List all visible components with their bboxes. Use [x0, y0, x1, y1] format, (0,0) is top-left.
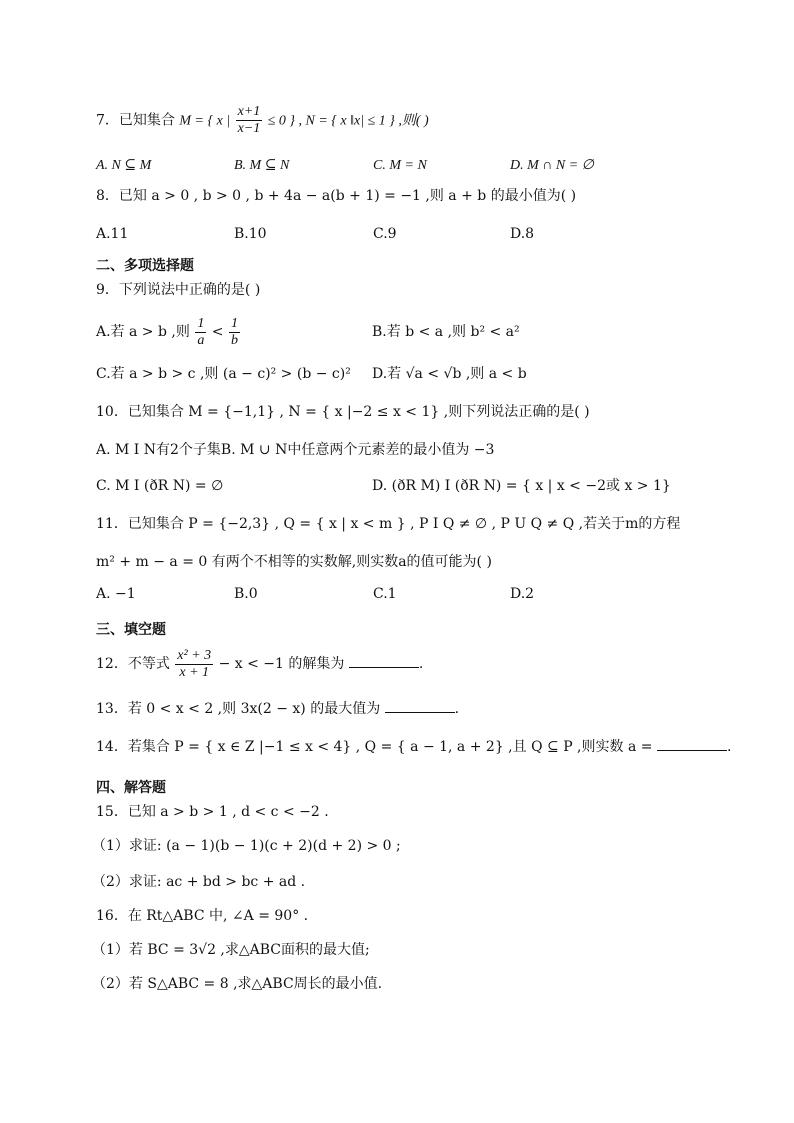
q7-set-m-right: ≤ 0 } , N = { x ‖x| ≤ 1 } ,则( ) [267, 113, 429, 129]
q7-set-m-left: M = { x | [179, 113, 231, 129]
question-16-part2: （2）若 S△ABC = 8 ,求△ABC周长的最小值. [92, 976, 383, 992]
question-14 [96, 736, 754, 757]
q8-option-a: A.11 [96, 226, 129, 242]
q14-answer-blank[interactable] [657, 736, 727, 751]
q12-frac-numerator: x² + 3 [177, 647, 212, 663]
q12-end: . [418, 656, 424, 672]
section-4-heading: 四、解答题 [96, 780, 166, 796]
q13-end: . [454, 701, 460, 717]
q9-option-a [96, 312, 241, 352]
q11-option-c: C.1 [373, 586, 397, 602]
q7-fraction [236, 104, 263, 137]
q7-option-b: B. M ⊆ N [234, 158, 290, 173]
q14-end: . [726, 739, 732, 755]
question-8-stem: 8．已知 a > 0 , b > 0 , b + 4a − a(b + 1) = −1 ,则 a + b 的最小值为( ) [96, 188, 577, 204]
question-16-part1: （1）若 BC = 3√2 ,求△ABC面积的最大值; [92, 942, 370, 958]
q12-frac-denominator: x + 1 [179, 664, 210, 680]
q10-option-c: C. M I (ðR N) = ∅ [96, 478, 224, 494]
question-9-options-ab [96, 312, 754, 352]
q9-option-c: C.若 a > b > c ,则 (a − c)² > (b − c)² [96, 366, 351, 382]
q12-answer-blank[interactable] [349, 653, 419, 668]
q7-option-a: A. N ⊆ M [96, 158, 152, 173]
q11-option-b: B.0 [234, 586, 258, 602]
q9-opt-a-lt: < [211, 324, 224, 340]
question-15-stem: 15．已知 a > b > 1 , d < c < −2 . [96, 804, 329, 820]
q7-frac-denominator: x−1 [237, 121, 261, 136]
q9-frac2-denominator: b [230, 332, 238, 348]
q9-option-d: D.若 √a < √b ,则 a < b [372, 366, 527, 382]
q9-frac2-numerator: 1 [230, 315, 238, 331]
q7-frac-numerator: x+1 [237, 104, 261, 119]
section-2-heading: 二、多项选择题 [96, 258, 194, 274]
q7-option-c: C. M = N [373, 158, 427, 173]
q13-text: 13．若 0 < x < 2 ,则 3x(2 − x) 的最大值为 [96, 701, 381, 717]
q14-text: 14．若集合 P = { x ∈ Z |−1 ≤ x < 4} , Q = { a − 1, a + 2} ,且 Q ⊆ P ,则实数 a = [96, 739, 653, 755]
q12-suffix: − x < −1 的解集为 [218, 656, 345, 672]
q12-prefix: 12．不等式 [96, 656, 170, 672]
q8-option-c: C.9 [373, 226, 397, 242]
q8-option-b: B.10 [234, 226, 267, 242]
question-11-stem-line1: 11．已知集合 P = {−2,3} , Q = { x | x < m } , P I Q ≠ ∅ , P U Q ≠ Q ,若关于m的方程 [96, 516, 681, 532]
question-11-stem-line2: m² + m − a = 0 有两个不相等的实数解,则实数a的值可能为( ) [96, 554, 492, 570]
q7-prefix: 7．已知集合 [96, 112, 175, 129]
q9-opt-a-frac2 [229, 316, 240, 349]
q7-option-d: D. M ∩ N = ∅ [510, 158, 594, 173]
question-15-part1: （1）求证: (a − 1)(b − 1)(c + 2)(d + 2) > 0 ; [92, 838, 401, 854]
question-7-stem [96, 104, 754, 134]
question-10-stem: 10．已知集合 M = {−1,1} , N = { x |−2 ≤ x < 1} ,则下列说法正确的是( ) [96, 404, 590, 420]
q9-option-b: B.若 b < a ,则 b² < a² [372, 324, 520, 340]
q10-option-d: D. (ðR M) I (ðR N) = { x | x < −2或 x > 1} [372, 478, 671, 494]
question-12 [96, 644, 754, 684]
question-16-stem: 16．在 Rt△ABC 中, ∠A = 90° . [96, 908, 309, 924]
q9-opt-a-frac1 [195, 316, 206, 349]
q12-fraction [175, 648, 213, 681]
q9-opt-a-prefix: A.若 a > b ,则 [96, 324, 190, 340]
q13-answer-blank[interactable] [385, 698, 455, 713]
question-13 [96, 698, 754, 719]
q9-frac1-numerator: 1 [197, 315, 205, 331]
q8-option-d: D.8 [510, 226, 535, 242]
q11-option-a: A. −1 [96, 586, 136, 602]
question-15-part2: （2）求证: ac + bd > bc + ad . [92, 874, 306, 890]
q11-option-d: D.2 [510, 586, 535, 602]
question-9-stem: 9．下列说法中正确的是( ) [96, 282, 261, 298]
q9-frac1-denominator: a [197, 332, 205, 348]
section-3-heading: 三、填空题 [96, 622, 166, 638]
question-10-options-ab: A. M I N有2个子集B. M ∪ N中任意两个元素差的最小值为 −3 [96, 442, 495, 458]
